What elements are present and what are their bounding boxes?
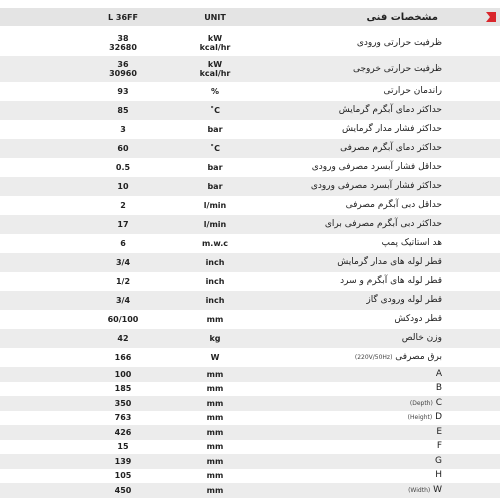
row-value: 1/2 [115, 277, 131, 286]
row-value: 3 [120, 125, 126, 134]
row-unit: mm [206, 442, 224, 452]
table-row [0, 82, 500, 101]
row-unit: ˚C [210, 144, 220, 153]
row-unit: mm [206, 471, 224, 481]
row-unit: inch [205, 258, 225, 267]
row-label: حداکثر دمای آبگرم مصرفی [340, 143, 442, 153]
row-label: حداکثر دبی آبگرم مصرفی برای [324, 219, 442, 229]
row-label: E [436, 426, 442, 437]
row-unit: % [210, 87, 219, 96]
table-row [0, 454, 500, 469]
row-label: W [433, 485, 442, 495]
row-value: 3/4 [115, 258, 131, 267]
row-value: 60 [117, 144, 129, 153]
table-row [0, 139, 500, 158]
row-label: قطر دودکش [394, 314, 442, 324]
row-value: 2 [120, 201, 126, 210]
table-row [0, 120, 500, 139]
row-value: 60/100 [107, 315, 139, 324]
row-value: 185 [114, 384, 132, 394]
table-row [0, 483, 500, 498]
row-label: برق مصرفی [395, 352, 442, 362]
value-line: 38 [117, 34, 129, 43]
table-row [0, 469, 500, 484]
table-row [0, 425, 500, 440]
row-label: G [435, 455, 442, 466]
table-row [0, 440, 500, 455]
table-row [0, 396, 500, 411]
row-value: 10 [117, 182, 129, 191]
row-value: 100 [114, 369, 132, 379]
row-label-sub: (Depth) [409, 399, 433, 407]
row-value: 450 [114, 486, 132, 495]
table-row [0, 30, 500, 56]
value-line: 30960 [109, 69, 137, 78]
row-unit: bar [207, 125, 223, 134]
row-label: H [435, 470, 442, 481]
row-label: حداکثر فشار آبسرد مصرفی ورودی [310, 181, 442, 191]
row-value: 6 [120, 239, 126, 248]
row-unit: mm [206, 456, 224, 466]
table-row [0, 291, 500, 310]
row-label-sub: (Width) [408, 487, 431, 494]
row-label: ظرفیت حرارتی ورودی [356, 37, 442, 48]
row-label: قطر لوله ورودی گاز [366, 295, 442, 305]
unit-line: kW [207, 60, 223, 69]
row-label: هد استاتیک پمپ [381, 238, 442, 248]
table-row [0, 196, 500, 215]
row-label-sub: (220V/50Hz) [354, 354, 393, 361]
row-label-sub: (Height) [407, 414, 433, 422]
row-value: 350 [114, 398, 132, 408]
row-value: 166 [114, 353, 132, 362]
row-label: D [435, 412, 442, 423]
row-unit: l/min [203, 220, 227, 229]
table-row [0, 310, 500, 329]
unit-line: kW [207, 34, 223, 43]
unit-line: kcal/hr [199, 69, 231, 78]
row-value: 17 [117, 220, 129, 229]
row-value: 105 [114, 471, 132, 481]
table-header [0, 8, 500, 26]
table-row [0, 382, 500, 397]
row-unit: kg [209, 334, 221, 343]
row-unit: mm [206, 413, 224, 423]
table-row [0, 56, 500, 82]
row-value: 0.5 [115, 163, 131, 172]
row-unit: inch [205, 296, 225, 305]
red-marker-icon [486, 12, 496, 22]
table-row [0, 253, 500, 272]
row-label: A [435, 368, 442, 379]
row-unit: ˚C [210, 106, 220, 115]
row-label: حداکثر فشار مدار گرمایش [342, 124, 442, 134]
table-row [0, 367, 500, 382]
row-unit: mm [206, 315, 224, 324]
row-value: 15 [117, 442, 129, 452]
table-title: مشخصات فنی [366, 11, 438, 23]
table-row [0, 411, 500, 426]
row-unit: mm [206, 384, 224, 394]
row-value: 139 [114, 456, 132, 466]
table-row [0, 272, 500, 291]
table-row [0, 215, 500, 234]
row-label: C [435, 397, 442, 408]
table-row [0, 177, 500, 196]
row-label: قطر لوله های مدار گرمایش [337, 257, 442, 267]
row-unit: bar [207, 163, 223, 172]
row-value: 763 [114, 413, 132, 423]
row-label: ظرفیت حرارتی خروجی [352, 63, 442, 74]
row-unit: mm [206, 486, 224, 495]
value-line: 32680 [109, 43, 137, 52]
row-value: 42 [117, 334, 129, 343]
row-label: راندمان حرارتی [383, 86, 442, 96]
row-value: 93 [117, 87, 129, 96]
table-row [0, 234, 500, 253]
row-unit: W [210, 353, 220, 362]
row-value: 85 [117, 106, 129, 115]
row-value: 426 [114, 427, 132, 437]
table-row [0, 348, 500, 367]
row-label: حداقل فشار آبسرد مصرفی ورودی [311, 162, 442, 172]
model-header: L 36FF [108, 12, 138, 22]
row-value: 3/4 [115, 296, 131, 305]
row-unit: m.w.c [201, 239, 229, 248]
row-label: B [435, 383, 442, 394]
row-unit: mm [206, 427, 224, 437]
table-row [0, 101, 500, 120]
row-unit: mm [206, 398, 224, 408]
row-label: حداکثر دمای آبگرم گرمایش [338, 105, 442, 115]
row-label: قطر لوله های آبگرم و سرد [340, 276, 442, 286]
table-row [0, 158, 500, 177]
unit-header: UNIT [204, 12, 226, 22]
row-label: حداقل دبی آبگرم مصرفی [345, 200, 442, 210]
row-label: F [436, 441, 442, 452]
row-label: وزن خالص [401, 333, 442, 343]
row-unit: inch [205, 277, 225, 286]
row-unit: l/min [203, 201, 227, 210]
table-row [0, 329, 500, 348]
unit-line: kcal/hr [199, 43, 231, 52]
row-unit: bar [207, 182, 223, 191]
value-line: 36 [117, 60, 129, 69]
row-unit: mm [206, 369, 224, 379]
